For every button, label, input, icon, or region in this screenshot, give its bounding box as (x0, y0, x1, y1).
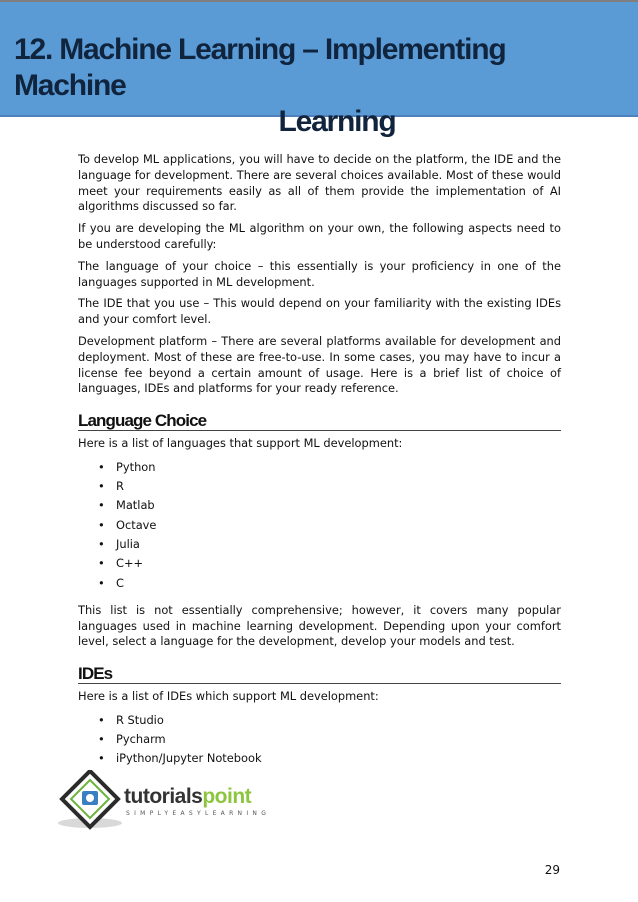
language-choice-heading: Language Choice (78, 413, 561, 431)
list-item: • Pycharm (98, 730, 561, 749)
intro-paragraph: The IDE that you use – This would depend on your familiarity with the existing IDEs and your comfort level. (78, 296, 561, 327)
language-intro: Here is a list of languages that support ML development: (78, 435, 403, 450)
ides-list (78, 711, 561, 769)
intro-paragraph: To develop ML applications, you will have to decide on the platform, the IDE and the language for development. There are several choices available. Most of these would meet your requirements easily as all of them provide the implementation of AI algorithms discussed so far. (78, 152, 561, 214)
chapter-title-line1: 12. Machine Learning – Implementing Machine (14, 33, 506, 102)
logo-brand-left: tutorials (124, 785, 203, 808)
ides-heading: IDEs (78, 666, 561, 684)
logo-brand-right: point (202, 785, 252, 808)
chapter-title-line2: Learning (278, 105, 396, 138)
tutorialspoint-logo (56, 770, 276, 832)
list-item: • R (98, 477, 561, 496)
intro-paragraph: The language of your choice – this essentially is your proficiency in one of the languages supported in ML development. (78, 258, 561, 289)
list-item: • C (98, 574, 561, 593)
intro-paragraph: Development platform – There are several platforms available for development and deployment. Most of these are free-to-use. In some cases, you may have to incur a license fee beyond a certain amount of usage. Here is a brief list of choice of languages, IDEs and platforms for your ready reference. (78, 333, 561, 396)
page-number: 29 (544, 863, 560, 877)
page-content (78, 152, 561, 779)
logo-mark-icon (56, 770, 276, 832)
list-item: • Julia (98, 535, 561, 554)
ides-intro: Here is a list of IDEs which support ML development: (78, 689, 379, 704)
list-item: • C++ (98, 554, 561, 573)
list-item: • Octave (98, 516, 561, 535)
chapter-banner (0, 0, 638, 138)
chapter-title (14, 32, 624, 140)
list-item: • R Studio (98, 711, 561, 730)
intro-paragraph: If you are developing the ML algorithm on your own, the following aspects need to be understood carefully: (78, 221, 561, 251)
logo-tagline: SIMPLYEASYLEARNING (126, 810, 271, 817)
list-item: • Python (98, 458, 561, 477)
svg-text:tutorialspoint (124, 785, 252, 808)
list-item: • Matlab (98, 496, 561, 515)
language-list (78, 458, 561, 593)
list-item: • iPython/Jupyter Notebook (98, 749, 561, 768)
language-closing: This list is not essentially comprehensive; however, it covers many popular languages used in machine learning development. Depending upon your comfort level, select a language for the development, develop your models and test. (78, 602, 561, 649)
